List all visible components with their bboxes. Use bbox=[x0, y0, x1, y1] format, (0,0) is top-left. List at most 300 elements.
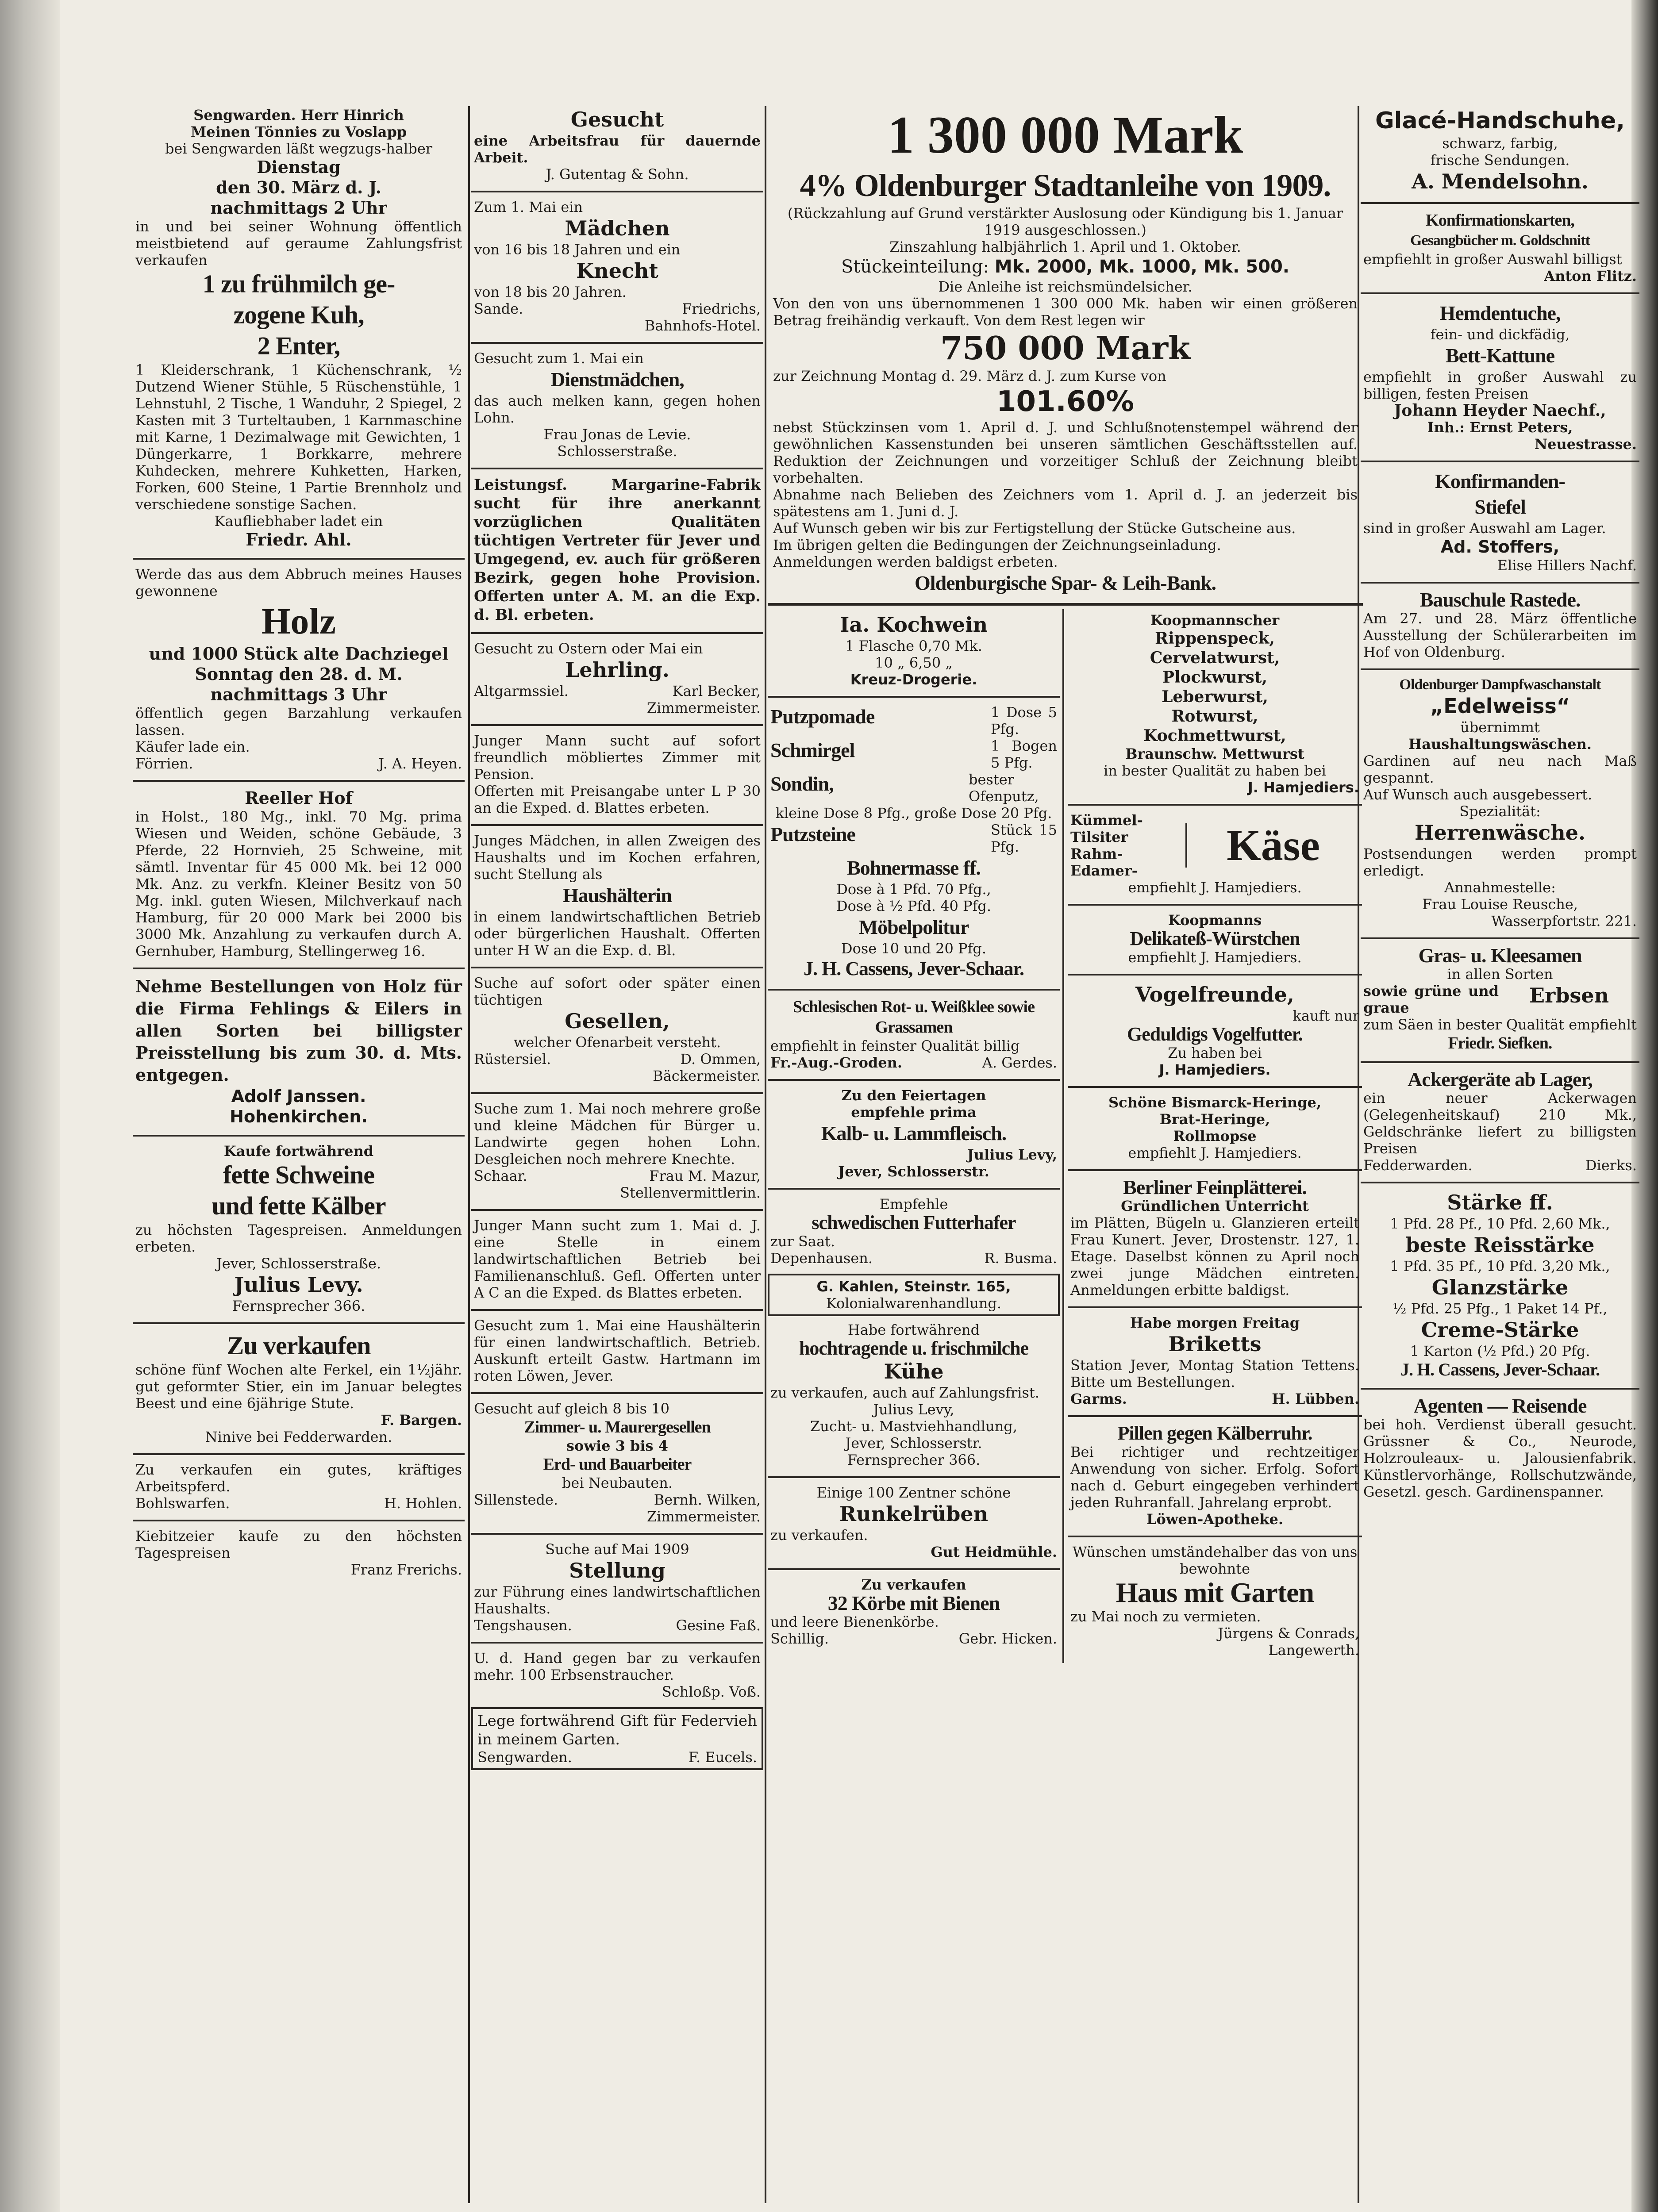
ad-hicken bbox=[768, 1574, 1060, 1651]
ad-heading: Bauschule Rastede. bbox=[1419, 588, 1581, 611]
ad-heading: Geduldigs Vogelfutter. bbox=[1127, 1023, 1303, 1045]
ad-text: eine Arbeitsfrau für dauernde Arbeit. bbox=[474, 132, 761, 166]
ad-heading: und fette Kälber bbox=[212, 1191, 386, 1220]
ad-levie bbox=[471, 347, 763, 464]
ad-heading: hochtragende u. frischmilche bbox=[799, 1337, 1029, 1359]
ad-signature: Anton Flitz. bbox=[1544, 268, 1637, 284]
ad-divider bbox=[768, 603, 1363, 606]
ad-hohlen bbox=[133, 1459, 465, 1516]
ad-divider bbox=[471, 724, 763, 726]
ad-heringe bbox=[1068, 1091, 1362, 1166]
ad-date: den 30. März d. J. bbox=[216, 177, 381, 197]
ad-heading: 1 zu frühmilch ge- bbox=[202, 269, 395, 298]
ad-agenten bbox=[1361, 1393, 1639, 1505]
ad-text: bei hoh. Verdienst überall gesucht. Grüssner & Co., Neurode, Holzrouleaux- u. Jalousienfabrik. Künstlervorhänge, Rollschutzwände, Gesetzl. gesch. Gardinenspanner. bbox=[1363, 1416, 1637, 1500]
ad-text: Zinszahlung halbjährlich 1. April und 1. Oktober. bbox=[889, 238, 1241, 255]
ad-mazur bbox=[471, 1098, 763, 1206]
ad-text: Suche auf Mai 1909 bbox=[545, 1541, 689, 1558]
ad-text: Dose à 1 Pfd. 70 Pfg., bbox=[836, 881, 991, 898]
ad-zimmer bbox=[471, 730, 763, 821]
ad-divider bbox=[471, 1309, 763, 1311]
ad-text: empfiehlt in großer Auswahl zu billigen, festen Preisen bbox=[1363, 369, 1637, 402]
col3-subcolumns bbox=[768, 609, 1363, 1663]
ad-hof bbox=[133, 785, 465, 964]
ad-cassens-putz bbox=[768, 701, 1060, 985]
ad-heidmuehle bbox=[768, 1482, 1060, 1565]
ad-heading: Delikateß-Würstchen bbox=[1130, 928, 1300, 949]
ad-location: Hohenkirchen. bbox=[230, 1107, 368, 1126]
ad-signature: J. Hamjediers. bbox=[1247, 779, 1359, 796]
ad-divider bbox=[1068, 974, 1362, 975]
ad-signature: Gebr. Hicken. bbox=[958, 1630, 1057, 1647]
ad-signature: A. Gerdes. bbox=[982, 1054, 1057, 1071]
ad-text: in allen Sorten bbox=[1447, 966, 1553, 983]
ad-signature: H. Hohlen. bbox=[384, 1495, 462, 1512]
ad-stoffers bbox=[1361, 466, 1639, 578]
ad-text: Zu den Feiertagen bbox=[841, 1087, 986, 1104]
ad-signature: Frau Jonas de Levie. bbox=[543, 426, 691, 443]
ad-text: übernimmt bbox=[1460, 719, 1540, 736]
ad-divider bbox=[133, 1520, 465, 1521]
col3-right bbox=[1064, 609, 1362, 1663]
ad-item: Edamer- bbox=[1070, 862, 1138, 879]
ad-text: Fernsprecher 366. bbox=[232, 1298, 365, 1314]
ad-heading: schwedischen Futterhafer bbox=[812, 1212, 1016, 1233]
ad-signature-row bbox=[135, 1495, 462, 1512]
ad-text: Gründlichen Unterricht bbox=[1121, 1198, 1309, 1214]
ad-divider bbox=[133, 1135, 465, 1137]
ad-text: und leere Bienenkörbe. bbox=[770, 1613, 939, 1630]
ad-divider bbox=[471, 1392, 763, 1394]
ad-text: Fernsprecher 366. bbox=[847, 1452, 981, 1468]
ad-text: bei Neubauten. bbox=[562, 1475, 673, 1491]
ad-text: Kaufliebhaber ladet ein bbox=[214, 513, 383, 530]
ad-text: Junger Mann sucht auf sofort freundlich möbliertes Zimmer mit Pension. bbox=[474, 732, 761, 783]
ad-text: Koopmanns bbox=[1168, 912, 1262, 929]
ad-edelweiss bbox=[1361, 674, 1639, 934]
ad-signature-row bbox=[474, 1167, 761, 1184]
ad-location: Schaar. bbox=[474, 1167, 527, 1184]
ad-signature-row bbox=[477, 1749, 757, 1766]
ad-stadtanleihe bbox=[768, 104, 1363, 599]
ad-koopmann-wurst bbox=[1068, 609, 1362, 800]
ad-text: Elise Hillers Nachf. bbox=[1497, 557, 1637, 574]
ad-text: zur Zeichnung Montag d. 29. März d. J. zum Kurse von bbox=[773, 368, 1166, 384]
ad-text: Station Jever, Montag Station Tettens. Bitte um Bestellungen. bbox=[1070, 1357, 1359, 1390]
ad-heading: Creme-Stärke bbox=[1421, 1318, 1579, 1342]
ad-heading: Glanzstärke bbox=[1431, 1275, 1569, 1299]
ad-text: Habe morgen Freitag bbox=[1130, 1314, 1300, 1331]
ad-text: öffentlich gegen Barzahlung verkaufen lassen. bbox=[135, 705, 462, 738]
ad-briketts bbox=[1068, 1312, 1362, 1412]
ad-divider bbox=[133, 1322, 465, 1324]
ad-fass bbox=[471, 1538, 763, 1638]
ad-divider bbox=[768, 1568, 1060, 1570]
ad-text: 1 Pfd. 35 Pf., 10 Pfd. 3,20 Mk., bbox=[1390, 1258, 1610, 1275]
ad-text: Meinen Tönnies zu Voslapp bbox=[190, 123, 407, 140]
ad-ommen bbox=[471, 972, 763, 1089]
ad-heading: Herrenwäsche. bbox=[1415, 821, 1585, 845]
ad-signature: Schloßp. Voß. bbox=[662, 1683, 761, 1700]
ad-heading: Runkelrüben bbox=[839, 1502, 989, 1526]
ad-gerdes bbox=[768, 994, 1060, 1075]
ad-divider bbox=[1361, 1388, 1639, 1390]
ad-text: ein neuer Ackerwagen (Gelegenheitskauf) 210 Mk., Geldschränke liefert zu billigsten Preisen bbox=[1363, 1090, 1637, 1157]
ad-heading: Briketts bbox=[1168, 1332, 1262, 1356]
ad-text: Auf Wunsch geben wir bis zur Fertigstellung der Stücke Gutscheine aus. bbox=[773, 520, 1296, 537]
ad-signature: J. H. Cassens, Jever-Schaar. bbox=[804, 958, 1024, 979]
ad-divider bbox=[1068, 1169, 1362, 1171]
ad-text: fein- und dickfädig, bbox=[1430, 326, 1570, 343]
col3-left bbox=[768, 609, 1064, 1663]
ad-text: Offerten mit Preisangabe unter L P 30 an die Exped. d. Blattes erbeten. bbox=[474, 783, 761, 816]
ad-text: 1 Bogen 5 Pfg. bbox=[991, 737, 1057, 771]
ad-text: schwarz, farbig, bbox=[1442, 135, 1558, 152]
ad-divider bbox=[471, 967, 763, 968]
ad-text: 1 Karton (½ Pfd.) 20 Pfg. bbox=[1410, 1343, 1590, 1359]
ad-ackergeraete bbox=[1361, 1067, 1639, 1178]
ad-divider bbox=[1068, 804, 1362, 806]
ad-divider bbox=[1361, 1182, 1639, 1183]
ad-text: Im übrigen gelten die Bedingungen der Zeichnungseinladung. bbox=[773, 537, 1221, 553]
ad-signature-row bbox=[1070, 1390, 1359, 1407]
ad-feinplaetterei bbox=[1068, 1175, 1362, 1303]
ad-date: nachmittags 2 Uhr bbox=[210, 198, 387, 218]
ad-text: Zu verkaufen bbox=[861, 1576, 966, 1593]
ad-heading: Hemdentuche, bbox=[1439, 302, 1561, 324]
ad-text: ½ Pfd. 25 Pfg., 1 Paket 14 Pf., bbox=[1393, 1300, 1608, 1317]
ad-text: zur Führung eines landwirtschaftlichen Haushalts. bbox=[474, 1583, 761, 1617]
ad-text: Nehme Bestellungen von Holz für die Firma Fehlings & Eilers in allen Sorten bei billigster Preisstellung bis zum 30. d. Mts. entgegen. bbox=[135, 976, 462, 1085]
ad-text: von 18 bis 20 Jahren. bbox=[474, 284, 627, 300]
ad-signature: Gut Heidmühle. bbox=[931, 1544, 1057, 1560]
ad-signature: Zimmermeister. bbox=[646, 1508, 761, 1525]
ad-divider bbox=[1361, 1061, 1639, 1063]
ad-heading: fette Schweine bbox=[223, 1160, 374, 1189]
ad-heading: Kühe bbox=[884, 1359, 944, 1383]
ad-text: Stück 15 Pfg. bbox=[991, 822, 1057, 855]
ad-text: Lege fortwährend Gift für Federvieh in meinem Garten. bbox=[477, 1712, 757, 1748]
ad-heading: Berliner Feinplätterei. bbox=[1123, 1176, 1307, 1198]
ad-signature: empfiehlt J. Hamjediers. bbox=[1128, 879, 1302, 896]
ad-text: zu verkaufen, auch auf Zahlungsfrist. bbox=[770, 1384, 1039, 1401]
ad-text: Zucht- u. Mastviehhandlung, bbox=[810, 1418, 1018, 1435]
ad-heyder bbox=[1361, 298, 1639, 457]
ad-text: Empfehle bbox=[879, 1196, 948, 1213]
ad-text: in Holst., 180 Mg., inkl. 70 Mg. prima Wiesen und Weiden, schöne Gebäude, 3 Pferde, 22 Hornvieh, 25 Schweine, mit sämtl. Inventar für 45 000 Mk. bei 12 000 Mk. Anz. zu verkfn. Kleiner Besitz von 50 Mg. inkl. guten Wiesen, Milchverkauf nach Hamburg, für 20 000 Mark bei 2000 bis 3000 Mk. Anzahlung zu verkaufen durch A. Gernhuber, Hamburg, Stellingerweg 16. bbox=[135, 808, 462, 960]
ad-heading: zogene Kuh, bbox=[233, 300, 364, 329]
ad-divider bbox=[768, 1188, 1060, 1190]
ad-item: Kümmel- bbox=[1070, 812, 1143, 829]
column-2 bbox=[471, 104, 763, 2210]
ad-text: zur Saat. bbox=[770, 1233, 835, 1250]
ad-location: Jever, Schlosserstr. bbox=[838, 1163, 989, 1180]
ad-text: welcher Ofenarbeit versteht. bbox=[513, 1034, 721, 1051]
ad-eucels bbox=[471, 1707, 763, 1770]
ad-wilken bbox=[471, 1398, 763, 1529]
ad-kaese bbox=[1068, 809, 1362, 900]
ad-divider bbox=[1361, 461, 1639, 462]
ad-text: zu verkaufen. bbox=[770, 1527, 868, 1544]
ad-item: Tilsiter bbox=[1070, 829, 1128, 845]
ad-heading: „Edelweiss“ bbox=[1430, 694, 1570, 718]
ad-item-row bbox=[770, 822, 1057, 855]
ad-heading: beste Reisstärke bbox=[1405, 1233, 1595, 1257]
ad-text: Zu verkaufen ein gutes, kräftiges Arbeitspferd. bbox=[135, 1461, 462, 1495]
ad-text: kleine Dose 8 Pfg., große Dose 20 Pfg. bbox=[775, 805, 1052, 822]
ad-signature: Jürgens & Conrads, bbox=[1218, 1625, 1359, 1642]
cheese-list bbox=[1070, 812, 1185, 879]
ad-signature: J. Gutentag & Sohn. bbox=[546, 166, 689, 183]
ad-signature: Frau M. Mazur, bbox=[649, 1167, 761, 1184]
ad-heading: Konfirmationskarten, bbox=[1426, 211, 1574, 230]
ad-text: in bester Qualität zu haben bei bbox=[1104, 762, 1326, 779]
ad-signature: A. Mendelsohn. bbox=[1412, 169, 1589, 193]
ad-signature: R. Busma. bbox=[984, 1250, 1057, 1267]
ad-text: bei Sengwarden läßt wegzugs-halber bbox=[165, 140, 433, 157]
loan-rate: 101.60% bbox=[996, 385, 1135, 418]
ad-text: Habe fortwährend bbox=[847, 1321, 980, 1338]
ad-heading: Oldenburger Dampfwaschanstalt bbox=[1399, 676, 1601, 693]
ad-divider bbox=[471, 1642, 763, 1644]
ad-text: empfiehlt in feinster Qualität billig bbox=[770, 1037, 1020, 1054]
ad-bargen bbox=[133, 1328, 465, 1450]
ad-item-row bbox=[1363, 983, 1637, 1016]
ad-signature: F. Bargen. bbox=[381, 1412, 462, 1429]
ad-signature: Kreuz-Drogerie. bbox=[850, 671, 977, 688]
ad-heading: Glacé-Handschuhe, bbox=[1375, 108, 1625, 134]
ad-text: Junges Mädchen, in allen Zweigen des Haushalts und im Kochen erfahren, sucht Stellung als bbox=[474, 832, 761, 883]
ad-becker bbox=[471, 637, 763, 721]
ad-text: nebst Stückzinsen vom 1. April d. J. und Schlußnotenstempel während der gewöhnlichen Kassenstunden bei unseren sämtlichen Geschäftsstellen auf. Reduktion der Zeichnungen und vorzeitiger Schluß der Zeichnung bleibt vorbehalten. bbox=[773, 419, 1358, 486]
ad-signature-row bbox=[1363, 1157, 1637, 1174]
ad-divider bbox=[1068, 1415, 1362, 1417]
ad-text: Frau Louise Reusche, bbox=[1422, 896, 1578, 913]
ad-divider bbox=[768, 696, 1060, 698]
ad-divider bbox=[133, 968, 465, 969]
ad-item: Braunschw. Mettwurst bbox=[1125, 745, 1304, 762]
ad-text: 1 Dose 5 Pfg. bbox=[991, 704, 1057, 737]
ad-text: und 1000 Stück alte Dachziegel bbox=[149, 644, 449, 664]
ad-text: Junger Mann sucht zum 1. Mai d. J. eine Stelle in einem landwirtschaftlichen Betrieb bei Familienanschluß. Gefl. Offerten unter A C an die Exped. ds Blattes erbeten. bbox=[474, 1217, 761, 1301]
ad-divider bbox=[471, 1533, 763, 1535]
ad-signature-row bbox=[474, 1051, 761, 1068]
ad-kahlen bbox=[768, 1274, 1060, 1316]
ad-item: Rahm- bbox=[1070, 845, 1123, 862]
ad-text: Abnahme nach Belieben des Zeichners vom 1. April d. J. an jederzeit bis spätestens am 1. Juni d. J. bbox=[773, 486, 1358, 520]
ad-divider bbox=[471, 342, 763, 344]
ad-text: Kaufe fortwährend bbox=[223, 1143, 374, 1160]
ad-heading: Stellung bbox=[569, 1559, 666, 1582]
ad-kochwein bbox=[768, 609, 1060, 692]
ad-divider bbox=[471, 1092, 763, 1094]
ad-heading: Schlesischen Rot- u. Weißklee sowie Grassamen bbox=[793, 998, 1035, 1037]
ad-signature-row bbox=[474, 1491, 761, 1508]
ad-divider bbox=[1068, 1086, 1362, 1088]
ad-siefken bbox=[1361, 943, 1639, 1058]
ad-divider bbox=[1068, 904, 1362, 906]
ad-location: Depenhausen. bbox=[770, 1250, 873, 1267]
ad-signature: Bäckermeister. bbox=[653, 1068, 761, 1084]
ad-text: zu höchsten Tagespreisen. Anmeldungen erbeten. bbox=[135, 1221, 462, 1255]
ad-text: in und bei seiner Wohnung öffentlich meistbietend auf geraume Zahlungsfrist verkaufen bbox=[135, 218, 462, 269]
ad-heading: Gras- u. Kleesamen bbox=[1418, 944, 1582, 967]
ad-text: Inh.: Ernst Peters, bbox=[1427, 419, 1573, 436]
ad-location: Sengwarden. bbox=[477, 1749, 572, 1766]
ad-divider bbox=[1361, 582, 1639, 584]
ad-text: in einem landwirtschaftlichen Betrieb oder bürgerlichen Haushalt. Offerten unter H W an die Exp. d. Bl. bbox=[474, 908, 761, 959]
ad-heading: Stiefel bbox=[1474, 495, 1526, 518]
ad-text: Suche auf sofort oder später einen tüchtigen bbox=[474, 975, 761, 1008]
ad-text: Suche zum 1. Mai noch mehrere große und kleine Mädchen für Bürger u. Landwirte gegen hohen Lohn. Desgleichen noch mehrere Knechte. bbox=[474, 1100, 761, 1167]
ad-text: Wünschen umständehalber das von uns bewohnte bbox=[1072, 1544, 1358, 1577]
ad-divider bbox=[471, 1209, 763, 1211]
ad-heading: Bohnermasse ff. bbox=[847, 856, 981, 879]
ad-heading: Putzpomade bbox=[770, 705, 875, 728]
ad-text: Dose 10 und 20 Pfg. bbox=[841, 940, 987, 957]
ad-divider bbox=[471, 824, 763, 826]
ad-text: Käufer lade ein. bbox=[135, 738, 250, 755]
ad-text: Kolonialwarenhandlung. bbox=[826, 1295, 1002, 1312]
ad-heading: Mädchen bbox=[565, 216, 670, 240]
ad-text: Werde das aus dem Abbruch meines Hauses gewonnene bbox=[135, 566, 462, 599]
ad-item: Leberwurst, bbox=[1162, 687, 1268, 706]
ad-text: Von den von uns übernommenen 1 300 000 Mk. haben wir einen größeren Betrag freihändig verkauft. Von dem Rest legen wir bbox=[773, 295, 1358, 329]
ad-signature: Gesine Faß. bbox=[676, 1617, 761, 1634]
ad-heading: Sondin, bbox=[770, 772, 834, 795]
ad-divider bbox=[1068, 1536, 1362, 1537]
ad-text: Dose à ½ Pfd. 40 Pfg. bbox=[836, 898, 991, 914]
column-4 bbox=[1361, 104, 1639, 2210]
ad-text: Gesucht zum 1. Mai ein bbox=[474, 350, 644, 367]
ad-margarine bbox=[471, 473, 763, 629]
ad-text: Gesucht auf gleich 8 bis 10 bbox=[474, 1400, 669, 1417]
ad-location: Sande. bbox=[474, 300, 523, 317]
ad-pillen bbox=[1068, 1421, 1362, 1532]
ad-text: Spezialität: bbox=[1459, 803, 1541, 820]
ad-divider bbox=[1361, 202, 1639, 204]
ad-signature: Dierks. bbox=[1585, 1157, 1637, 1174]
ad-location: Schillig. bbox=[770, 1630, 829, 1647]
ad-heading: Haushälterin bbox=[562, 884, 672, 906]
ad-text: Bei richtiger und rechtzeitiger Anwendung von sicher. Erfolg. Sofort nach d. Geburt eingegeben verhindert jeden Ruhranfall. Jahrelang erprobt. bbox=[1070, 1444, 1359, 1511]
ad-signature: Julius Levy. bbox=[234, 1273, 363, 1297]
ad-text: zu Mai noch zu vermieten. bbox=[1070, 1608, 1261, 1625]
loan-denominations: Mk. 2000, Mk. 1000, Mk. 500. bbox=[994, 257, 1289, 277]
ad-divider bbox=[768, 1476, 1060, 1478]
ad-text: 1 Flasche 0,70 Mk. bbox=[845, 637, 982, 654]
ad-location: Fedderwarden. bbox=[1363, 1157, 1473, 1174]
ad-text: empfiehlt in großer Auswahl billigst bbox=[1363, 251, 1622, 268]
ad-heading: Rollmopse bbox=[1173, 1128, 1257, 1144]
ad-item-row bbox=[770, 771, 1057, 805]
ad-location: Altgarmssiel. bbox=[474, 683, 569, 699]
ad-text: Die Anleihe ist reichsmündelsicher. bbox=[938, 278, 1193, 295]
ad-signature: Franz Frerichs. bbox=[350, 1561, 462, 1578]
ad-voss bbox=[471, 1647, 763, 1705]
ad-levy-kuehe bbox=[768, 1319, 1060, 1473]
ad-text: (Rückzahlung auf Grund verstärkter Auslosung oder Kündigung bis 1. Januar 1919 ausgeschlossen.) bbox=[787, 205, 1343, 238]
column-rule bbox=[468, 106, 470, 2203]
ad-divider bbox=[768, 1079, 1060, 1081]
ad-item: Plockwurst, bbox=[1162, 668, 1268, 687]
ad-junger-mann bbox=[471, 1214, 763, 1306]
ad-text: kauft nur bbox=[1293, 1007, 1359, 1024]
ad-text: frische Sendungen. bbox=[1430, 152, 1570, 169]
ad-vogelfutter bbox=[1068, 979, 1362, 1083]
ad-gutentag bbox=[471, 104, 763, 187]
ad-item-row bbox=[770, 704, 1057, 737]
ad-signature: Adolf Janssen. bbox=[231, 1087, 366, 1106]
ad-location: Fr.-Aug.-Groden. bbox=[770, 1054, 903, 1071]
ad-text: Zum 1. Mai ein bbox=[474, 199, 583, 215]
loan-amount: 750 000 Mark bbox=[940, 329, 1190, 367]
ad-text: von 16 bis 18 Jahren und ein bbox=[474, 241, 681, 258]
ad-text: sowie grüne und graue bbox=[1363, 983, 1499, 1016]
ad-signature: J. A. Heyen. bbox=[378, 755, 462, 772]
ad-delikatess bbox=[1068, 909, 1362, 970]
ad-text: Annahmestelle: bbox=[1444, 879, 1556, 896]
ad-text: Auf Wunsch auch ausgebessert. bbox=[1363, 786, 1593, 803]
ad-text: das auch melken kann, gegen hohen Lohn. bbox=[474, 392, 761, 426]
ad-text: Leistungsf. Margarine-Fabrik sucht für ihre anerkannt vorzüglichen Qualitäten tüchtigen Vertreter für Jever und Umgegend, ev. auch für größeren Bezirk, gegen hohe Provision. Offerten unter A. M. an die Exp. d. Bl. erbeten. bbox=[474, 476, 761, 624]
ad-text: Jever, Schlosserstraße. bbox=[216, 1255, 381, 1272]
ad-signature-row bbox=[770, 1054, 1057, 1071]
ad-signature-row bbox=[135, 755, 462, 772]
ad-text: 10 „ 6,50 „ bbox=[875, 654, 953, 671]
ad-heading: Ia. Kochwein bbox=[839, 613, 988, 637]
book-spine bbox=[0, 0, 60, 2212]
ad-haus-garten bbox=[1068, 1541, 1362, 1663]
ad-text: Zu haben bei bbox=[1168, 1045, 1262, 1061]
ad-text: im Plätten, Bügeln u. Glanzieren erteilt Frau Kunert. Jever, Drostenstr. 127, 1. Etage. Daselbst können zu April noch zwei junge Mädchen eintreten. Anmeldungen erbitte baldigst. bbox=[1070, 1214, 1359, 1298]
ad-text: schöne fünf Wochen alte Ferkel, ein 1½jähr. gut geformter Stier, ein im Januar belegtes Beest und eine 6jährige Stute. bbox=[135, 1361, 462, 1412]
ad-divider bbox=[133, 1453, 465, 1455]
ad-signature: J. Hamjediers. bbox=[1159, 1061, 1271, 1078]
ad-divider bbox=[1361, 937, 1639, 939]
ad-location: Förrien. bbox=[135, 755, 193, 772]
ad-heading: Möbelpolitur bbox=[858, 916, 969, 938]
ad-location: Garms. bbox=[1070, 1390, 1127, 1407]
ad-text: Am 27. und 28. März öffentliche Ausstellung der Schülerarbeiten im Hof von Oldenburg. bbox=[1363, 610, 1637, 661]
ad-signature: H. Lübben. bbox=[1272, 1390, 1359, 1407]
ad-text: Gardinen auf neu nach Maß gespannt. bbox=[1363, 753, 1637, 786]
ad-signature: Stellenvermittlerin. bbox=[620, 1184, 761, 1201]
ad-heading: Konfirmanden- bbox=[1435, 470, 1565, 492]
ad-signature-row bbox=[474, 683, 761, 699]
ad-location: Wasserpfortstr. 221. bbox=[1491, 913, 1637, 929]
ad-location: Ninive bei Fedderwarden. bbox=[205, 1429, 392, 1445]
ad-divider bbox=[471, 632, 763, 634]
ad-signature-row bbox=[770, 1250, 1057, 1267]
column-3 bbox=[768, 104, 1363, 2210]
ad-holz-heyen bbox=[133, 563, 465, 776]
ad-heading: Holz bbox=[262, 601, 336, 642]
ad-heading: Gesucht bbox=[570, 108, 664, 131]
ad-date: Dienstag bbox=[257, 157, 341, 177]
ad-text: bester Ofenputz, bbox=[969, 771, 1039, 805]
ad-heading: Zu verkaufen bbox=[227, 1331, 371, 1360]
ad-item: Rippenspeck, bbox=[1155, 629, 1275, 648]
ad-heading: Käse bbox=[1185, 823, 1359, 868]
ad-busma bbox=[768, 1193, 1060, 1271]
ad-frerichs bbox=[133, 1525, 465, 1582]
ad-location: Neuestrasse. bbox=[1534, 436, 1637, 453]
ad-item: Rotwurst, bbox=[1171, 707, 1258, 726]
ad-text: Anmeldungen werden baldigst erbeten. bbox=[773, 553, 1058, 570]
ad-location: Rüstersiel. bbox=[474, 1051, 551, 1068]
ad-heading: Bett-Kattune bbox=[1445, 344, 1555, 367]
